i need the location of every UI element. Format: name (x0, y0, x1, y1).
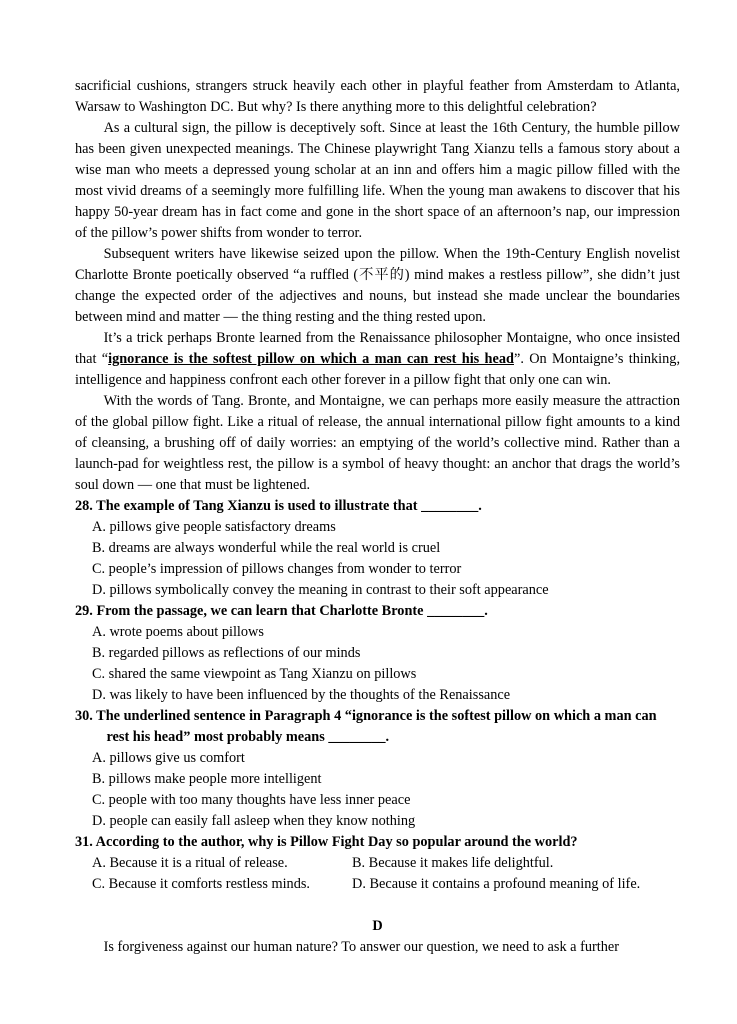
paragraph-continuation: sacrificial cushions, strangers struck heavily each other in playful feather from Amsterdam to Atlanta, Warsaw to Washington DC. But why? Is there anything more to this delightful celebration? (75, 78, 680, 115)
question-31-options-column-right (352, 853, 680, 895)
question-30-option-d[interactable]: D. people can easily fall asleep when they know nothing (92, 813, 416, 829)
question-31-option-d[interactable]: D. Because it contains a profound meaning of life. (352, 876, 641, 892)
paragraph-subsequent-writers: Subsequent writers have likewise seized upon the pillow. When the 19th-Century English novelist Charlotte Bronte poetically observed “a ruffled (不平的) mind makes a restless pillow”, she didn’t just change the expected order of the adjectives and nouns, but instead she made unclear the boundaries between mind and matter — the thing resting and the thing rested upon. (75, 246, 680, 325)
question-30-option-c[interactable]: C. people with too many thoughts have less inner peace (92, 792, 411, 808)
question-31-option-b[interactable]: B. Because it makes life delightful. (352, 855, 554, 871)
question-31-option-c[interactable]: C. Because it comforts restless minds. (92, 876, 310, 892)
question-31-options (75, 853, 680, 895)
question-30-option-b[interactable]: B. pillows make people more intelligent (92, 771, 322, 787)
question-29-stem: 29. From the passage, we can learn that Charlotte Bronte ________. (75, 603, 488, 619)
question-31-stem: 31. According to the author, why is Pillow Fight Day so popular around the world? (75, 834, 578, 850)
question-28-option-d[interactable]: D. pillows symbolically convey the meaning in contrast to their soft appearance (92, 582, 549, 598)
question-30-stem-line2: rest his head” most probably means ________. (106, 729, 390, 745)
question-30-option-a[interactable]: A. pillows give us comfort (92, 750, 245, 766)
question-31-option-a[interactable]: A. Because it is a ritual of release. (92, 855, 288, 871)
section-heading-d: D (372, 918, 383, 934)
next-section-first-paragraph: Is forgiveness against our human nature? To answer our question, we need to ask a further (103, 939, 619, 955)
question-29-option-d[interactable]: D. was likely to have been influenced by the thoughts of the Renaissance (92, 687, 511, 703)
montaigne-text-after: ”. On Montaigne’s thinking, intelligence and happiness confront each other forever in a pillow fight that only one can win. (75, 351, 681, 388)
question-29-option-a[interactable]: A. wrote poems about pillows (92, 624, 264, 640)
question-30-stem-line1: 30. The underlined sentence in Paragraph 4 “ignorance is the softest pillow on which a man can (75, 708, 657, 724)
paragraph-global-pillow-fight: With the words of Tang. Bronte, and Montaigne, we can perhaps more easily measure the attraction of the global pillow fight. Like a ritual of release, the annual international pillow fight amounts to a kind of cleansing, a brushing off of daily worries: an emptying of the world’s collective mind. Rather than a launch-pad for weightless rest, the pillow is a symbol of heavy thought: an anchor that drags the world’s soul down — one that must be lightened. (75, 393, 680, 493)
question-28-stem: 28. The example of Tang Xianzu is used to illustrate that ________. (75, 498, 482, 514)
question-28-option-a[interactable]: A. pillows give people satisfactory dreams (92, 519, 336, 535)
question-31-options-column-left (92, 853, 352, 895)
question-29-option-b[interactable]: B. regarded pillows as reflections of our minds (92, 645, 361, 661)
question-29-option-c[interactable]: C. shared the same viewpoint as Tang Xianzu on pillows (92, 666, 417, 682)
paragraph-montaigne (75, 328, 680, 391)
question-28-option-c[interactable]: C. people’s impression of pillows changes from wonder to terror (92, 561, 462, 577)
question-30-stem (75, 706, 680, 748)
montaigne-text-before: It’s a trick perhaps Bronte learned from the Renaissance philosopher Montaigne, who once insisted that “ (75, 330, 680, 367)
paragraph-cultural-sign: As a cultural sign, the pillow is deceptively soft. Since at least the 16th Century, the humble pillow has been given unexpected meanings. The Chinese playwright Tang Xianzu tells a famous story about a wise man who meets a depressed young scholar at an inn and offers him a magic pillow filled with the most vivid dreams of a seemingly more fulfilling life. When the young man awakens to discover that his happy 50-year dream has in fact come and gone in the short space of an afternoon’s nap, our impression of the pillow’s power shifts from wonder to terror. (75, 120, 680, 241)
question-28-option-b[interactable]: B. dreams are always wonderful while the real world is cruel (92, 540, 441, 556)
underlined-quote: ignorance is the softest pillow on which a man can rest his head (108, 351, 514, 367)
